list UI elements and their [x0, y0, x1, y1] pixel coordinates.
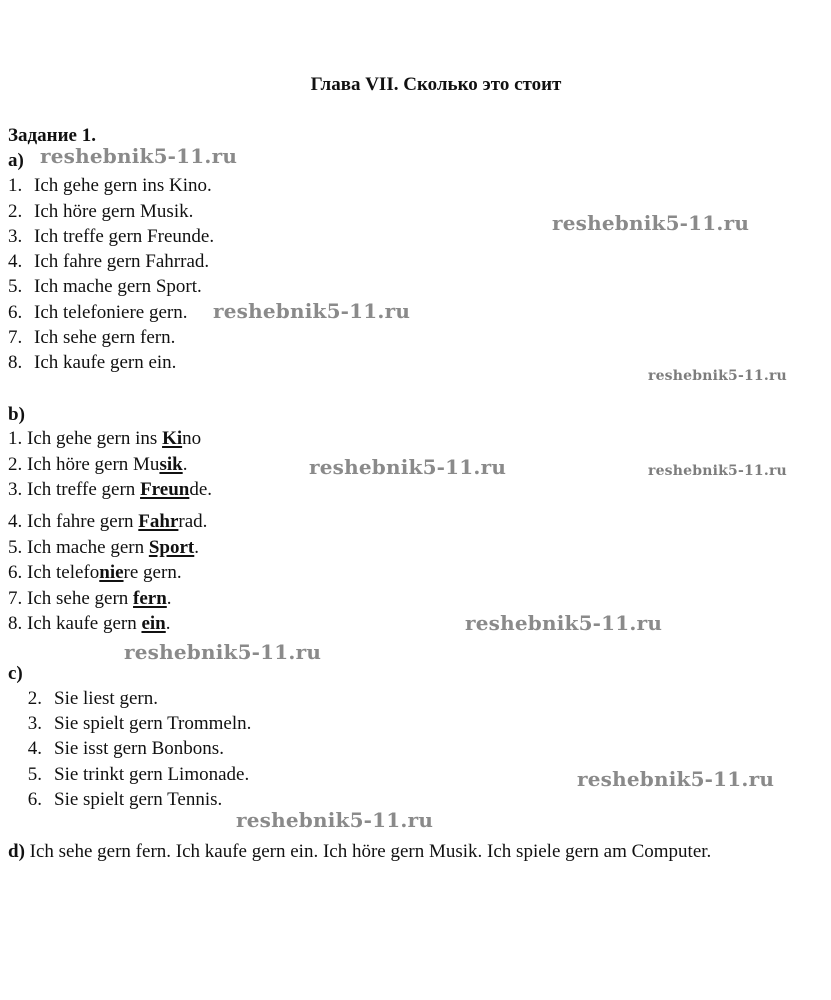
list-item: 6. Ich telefoniere gern. — [8, 302, 188, 323]
section-d-label: d) — [8, 841, 25, 862]
list-item: 3. Ich treffe gern Freunde. — [8, 479, 213, 500]
watermark: reshebnik5-11.ru — [552, 211, 750, 235]
stressed-syllable: Fahr — [138, 511, 179, 532]
chapter-title: Глава VII. Сколько это стоит — [310, 74, 562, 95]
watermark: reshebnik5-11.ru — [213, 299, 411, 323]
watermark: reshebnik5-11.ru — [309, 455, 507, 479]
stressed-syllable: ein — [141, 613, 166, 634]
list-item: 6. Ich telefoniere gern. — [8, 562, 182, 583]
watermark: reshebnik5-11.ru — [236, 808, 434, 832]
watermark: reshebnik5-11.ru — [648, 463, 787, 479]
list-item: 4. Ich fahre gern Fahrrad. — [8, 511, 208, 532]
watermark: reshebnik5-11.ru — [577, 767, 775, 791]
stressed-syllable: sik — [159, 454, 183, 475]
stressed-syllable: fern — [133, 588, 167, 609]
task-heading: Задание 1. — [8, 125, 96, 146]
stressed-syllable: Freun — [140, 479, 190, 500]
list-item: 2. Ich höre gern Musik. — [8, 454, 188, 475]
list-item: 8. Ich kaufe gern ein. — [8, 613, 171, 634]
list-item: 7. Ich sehe gern fern. — [8, 588, 172, 609]
list-item: 2. Sie liest gern. — [27, 688, 158, 709]
list-item: 5. Sie trinkt gern Limonade. — [27, 764, 250, 785]
stressed-syllable: Ki — [162, 428, 183, 449]
watermark: reshebnik5-11.ru — [40, 144, 238, 168]
list-item: 6. Sie spielt gern Tennis. — [27, 789, 223, 810]
section-c-label: c) — [8, 663, 23, 684]
list-item: 1. Ich gehe gern ins Kino — [8, 428, 202, 449]
list-item: 5. Ich mache gern Sport. — [8, 276, 202, 297]
list-item: 7. Ich sehe gern fern. — [8, 327, 176, 348]
watermark: reshebnik5-11.ru — [648, 368, 787, 384]
stressed-syllable: nie — [99, 562, 124, 583]
section-a-label: a) — [8, 150, 24, 171]
list-item: 4. Sie isst gern Bonbons. — [27, 738, 224, 759]
section-d-paragraph: d) Ich sehe gern fern. Ich kaufe gern ein. Ich höre gern Musik. Ich spiele gern am Computer. — [8, 841, 712, 862]
watermark: reshebnik5-11.ru — [465, 611, 663, 635]
list-item: 8. Ich kaufe gern ein. — [8, 352, 177, 373]
list-item: 3. Sie spielt gern Trommeln. — [27, 713, 252, 734]
list-item: 4. Ich fahre gern Fahrrad. — [8, 251, 210, 272]
watermark: reshebnik5-11.ru — [124, 640, 322, 664]
list-item: 1. Ich gehe gern ins Kino. — [8, 175, 212, 196]
list-item: 3. Ich treffe gern Freunde. — [8, 226, 215, 247]
section-b-label: b) — [8, 404, 25, 425]
stressed-syllable: Sport — [148, 537, 195, 558]
list-item: 2. Ich höre gern Musik. — [8, 201, 194, 222]
list-item: 5. Ich mache gern Sport. — [8, 537, 200, 558]
